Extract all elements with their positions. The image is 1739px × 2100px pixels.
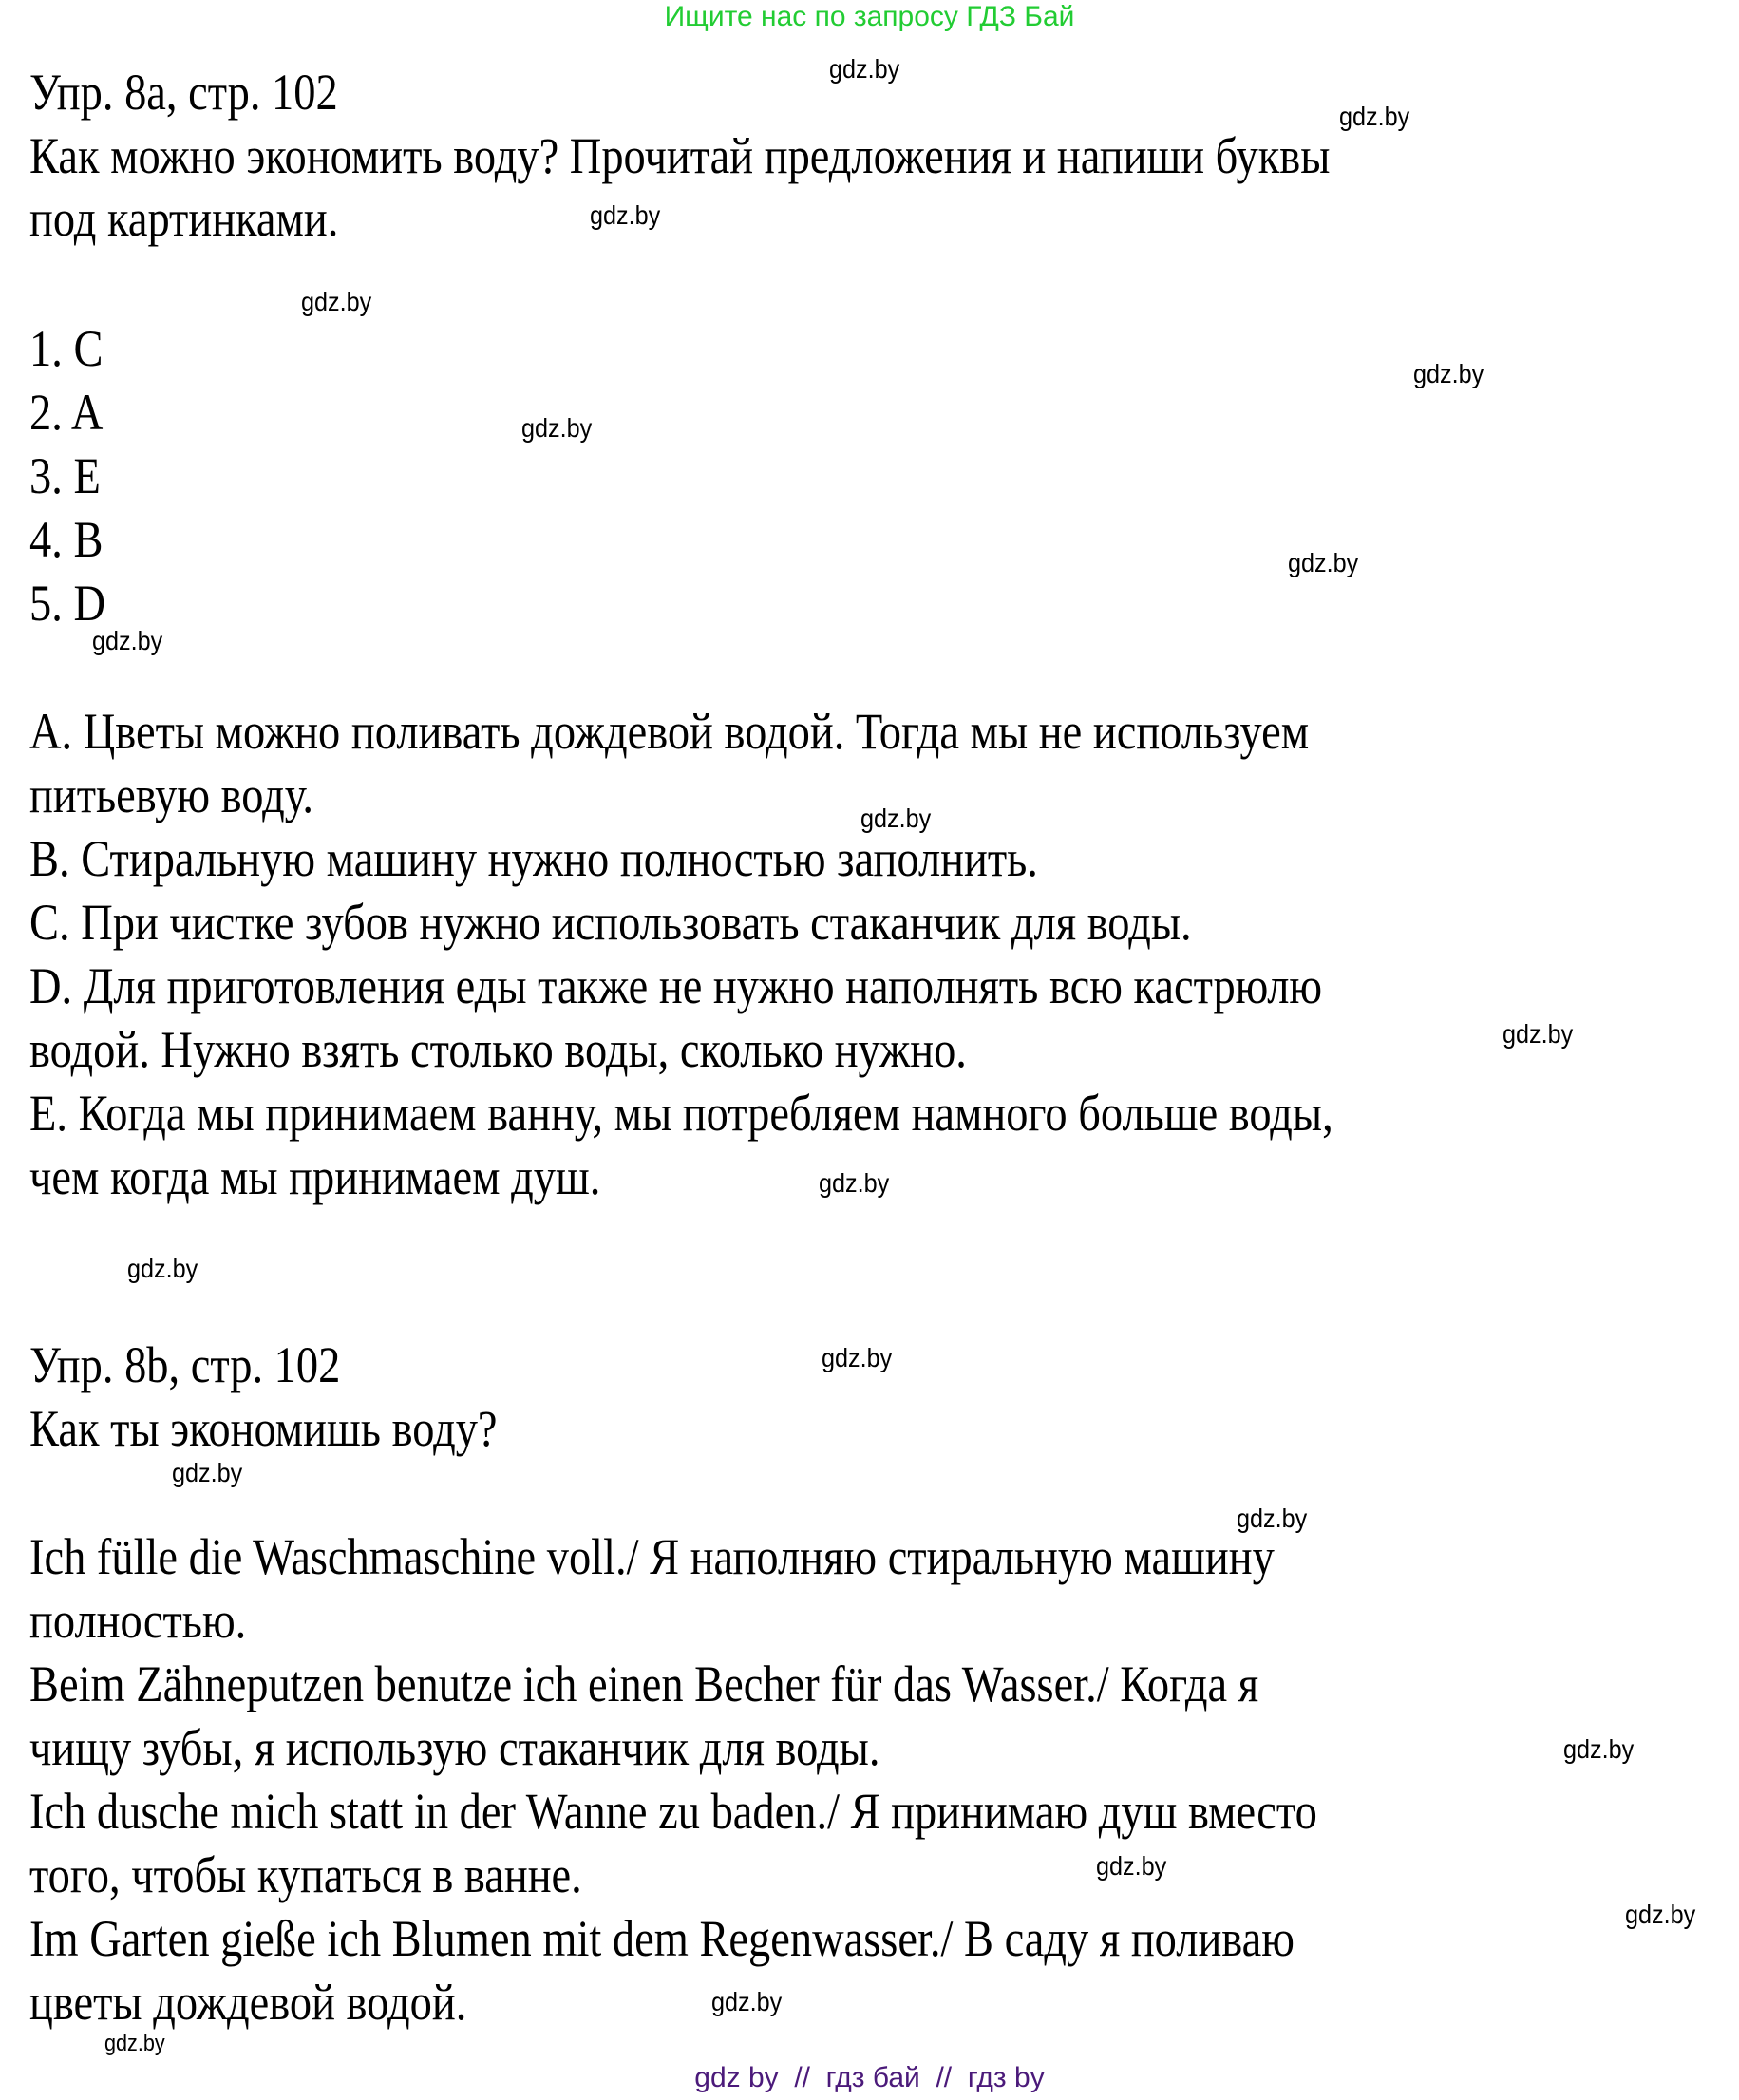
option-line: питьевую воду. [29,766,313,823]
answer-item: 1. C [29,320,104,377]
option-line: чем когда мы принимаем душ. [29,1148,601,1205]
watermark: gdz.by [1237,1504,1308,1533]
watermark: gdz.by [1503,1019,1574,1049]
answer-line: Beim Zähneputzen benutze ich einen Becher für das Wasser./ Когда я [29,1655,1259,1712]
exercise-8b-title: Упр. 8b, стр. 102 [29,1336,341,1393]
watermark: gdz.by [819,1168,890,1198]
option-line: D. Для приготовления еды также не нужно наполнять всю кастрюлю [29,957,1323,1014]
watermark: gdz.by [521,413,593,443]
watermark: gdz.by [1625,1900,1696,1929]
option-line: водой. Нужно взять столько воды, сколько нужно. [29,1021,967,1078]
answer-item: 4. B [29,511,104,568]
answer-line: Ich fülle die Waschmaschine voll./ Я наполняю стиральную машину [29,1528,1275,1585]
exercise-8a-prompt-line-1: Как можно экономить воду? Прочитай предложения и напиши буквы [29,127,1331,184]
watermark: gdz.by [822,1343,893,1372]
answer-item: 5. D [29,575,105,632]
watermark: gdz.by [301,287,372,316]
footer-text: gdz by // гдз бай // гдз by [694,2062,1045,2093]
option-line: A. Цветы можно поливать дождевой водой. Тогда мы не используем [29,703,1310,760]
watermark: gdz.by [104,2031,165,2056]
watermark: gdz.by [590,200,661,230]
answer-line: того, чтобы купаться в ванне. [29,1846,582,1903]
watermark: gdz.by [829,54,900,84]
watermark: gdz.by [1563,1734,1635,1764]
answer-item: 3. E [29,447,101,504]
answer-line: чищу зубы, я использую стаканчик для воды. [29,1719,880,1776]
watermark: gdz.by [92,626,163,655]
exercise-8b-prompt: Как ты экономишь воду? [29,1400,498,1457]
answer-item: 2. A [29,384,104,441]
watermark: gdz.by [860,804,932,833]
option-line: E. Когда мы принимаем ванну, мы потребляем намного больше воды, [29,1085,1333,1142]
answer-line: Ich dusche mich statt in der Wanne zu baden./ Я принимаю душ вместо [29,1783,1317,1840]
watermark: gdz.by [1096,1851,1167,1881]
option-line: B. Стиральную машину нужно полностью заполнить. [29,830,1038,887]
answer-line: полностью. [29,1592,247,1649]
answer-line: Im Garten gieße ich Blumen mit dem Regenwasser./ В саду я поливаю [29,1910,1295,1967]
search-banner: Ищите нас по запросу ГДЗ Бай [664,1,1075,32]
answer-line: цветы дождевой водой. [29,1974,467,2031]
footer-links [0,2061,1739,2095]
watermark: gdz.by [127,1254,198,1283]
watermark: gdz.by [1413,359,1484,388]
watermark: gdz.by [172,1458,243,1487]
watermark: gdz.by [1339,102,1410,131]
exercise-8a-title: Упр. 8a, стр. 102 [29,64,338,121]
watermark: gdz.by [711,1987,783,2016]
exercise-8a-prompt-line-2: под картинками. [29,190,339,247]
watermark: gdz.by [1288,548,1359,577]
option-line: C. При чистке зубов нужно использовать стаканчик для воды. [29,894,1192,951]
